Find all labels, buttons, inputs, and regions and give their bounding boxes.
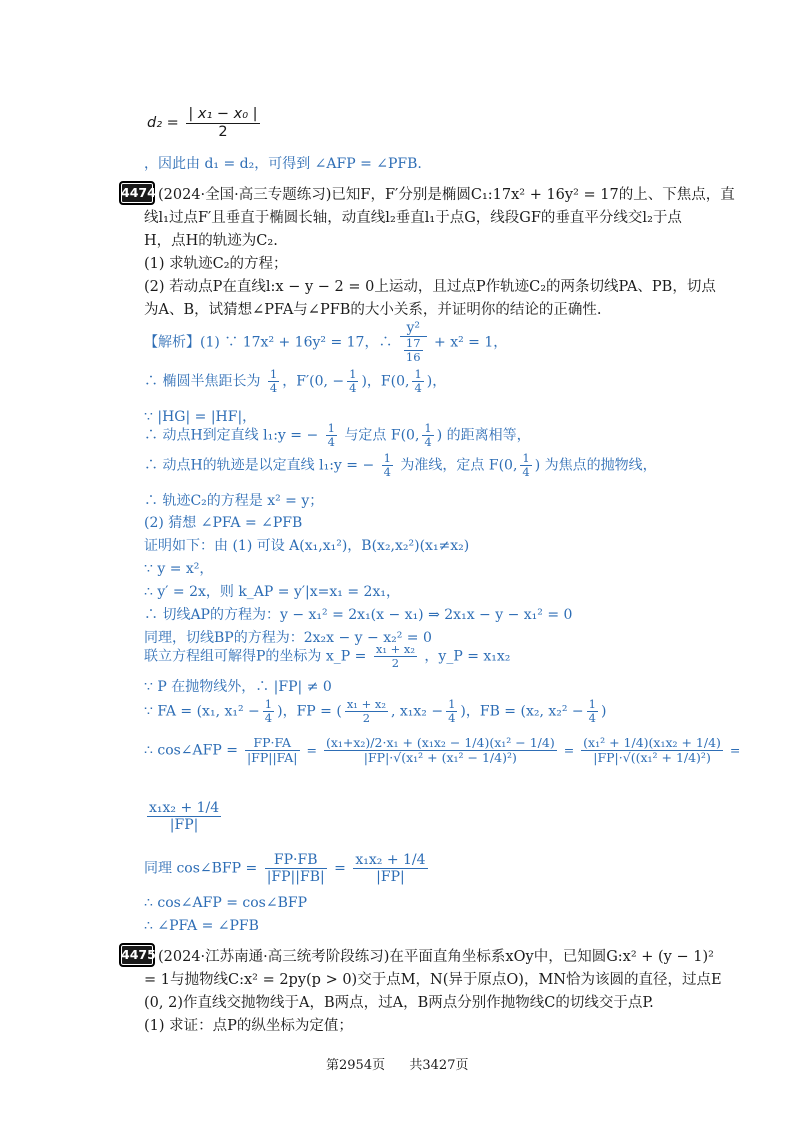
problem-4474-q2a: (2) 若动点P在直线l:x − y − 2 = 0上运动，且过点P作轨迹C₂的两条切线PA、PB，切点 <box>144 279 716 295</box>
solution-step-16: ∴ cos∠AFP = $\frac{FP\cdot FA}{|FP||FA|}$ = $\frac{\text{(x₁+x₂)/2·x₁ + (x₁x₂ − 1/4)(x₁² − 1/4)}}{\text{|FP|·√(x₁² + (x₁² − 1/4)²)}}$ = $\frac{\text{(x₁² + 1/4)(x₁x₂ + 1/4)}}{\text{|FP|·√((x₁² + 1/4)²)}}$ = <box>144 735 741 766</box>
solution-step-13: 联立方程组可解得P的坐标为 x_P = $\frac{\text{x₁ + x₂}}{2}$ ，y_P = x₁x₂ <box>144 642 511 671</box>
solution-step-1: 【解析】(1) ∵ 17x² + 16y² = 17，∴ y² 17 16 + x² = 1， <box>144 320 508 365</box>
solution-step-15: ∵ FA = (x₁, x₁² − $\frac{1}{4}$ )，FP = ( $\frac{\text{x₁ + x₂}}{2}$ , x₁x₂ − $\frac{1}{4}$ )，FB = (x₂, x₂² − $\frac{1}{4}$ ) <box>144 697 607 726</box>
problem-badge-4475: 4475 <box>119 943 155 967</box>
d2-formula <box>147 106 263 140</box>
solution-step-10: ∴ y′ = 2x，则 k_AP = y′|x=x₁ = 2x₁， <box>144 584 400 600</box>
solution-step-9: ∵ y = x²， <box>144 561 214 577</box>
total-pages: 共3427页 <box>409 1058 469 1073</box>
solution-step-11: ∴ 切线AP的方程为：y − x₁² = 2x₁(x − x₁) ⇒ 2x₁x − y − x₁² = 0 <box>144 607 573 623</box>
solution-step-8: 证明如下：由 (1) 可设 A(x₁,x₁²)，B(x₂,x₂²)(x₁≠x₂) <box>144 538 470 554</box>
solution-step-14: ∵ P 在抛物线外，∴ |FP| ≠ 0 <box>144 679 332 695</box>
problem-4474-line3: H，点H的轨迹为C₂. <box>144 233 278 249</box>
page-footer <box>326 1054 468 1073</box>
solution-step-2: ∴ 椭圆半焦距长为 $\frac{1}{4}$ ，F′(0, − $\frac{1}{4}$ )，F(0, $\frac{1}{4}$ )， <box>144 367 447 396</box>
problem-4475-q1: (1) 求证：点P的纵坐标为定值； <box>144 1018 353 1034</box>
solution-tag: 【解析】 <box>144 334 200 351</box>
problem-4474-line1: (2024·全国·高三专题练习)已知F，F′分别是椭圆C₁:17x² + 16y² = 17的上、下焦点，直 <box>158 187 735 203</box>
d2-denominator: 2 <box>218 123 228 140</box>
problem-4474-line2: 线l₁过点F′且垂直于椭圆长轴，动直线l₂垂直l₁于点G，线段GF的垂直平分线交l₂于点 <box>144 210 682 226</box>
solution-step-17: $\frac{\text{x₁x₂ + 1/4}}{|FP|}$ <box>149 800 220 834</box>
solution-step-18: 同理 cos∠BFP = $\frac{FP\cdot FB}{|FP||FB|}$ = $\frac{\text{x₁x₂ + 1/4}}{|FP|}$ <box>144 852 426 886</box>
solution-step-7: (2) 猜想 ∠PFA = ∠PFB <box>144 515 303 531</box>
page-number: 第2954页 <box>326 1058 386 1073</box>
problem-4474-q2b: 为A、B，试猜想∠PFA与∠PFB的大小关系，并证明你的结论的正确性. <box>144 302 602 318</box>
problem-4475-line2: = 1与抛物线C:x² = 2py(p > 0)交于点M，N(异于原点O)，MN恰为该圆的直径，过点E <box>144 972 722 988</box>
continuation-conclusion: ，因此由 d₁ = d₂，可得到 ∠AFP = ∠PFB. <box>144 156 422 172</box>
problem-badge-4474: 4474 <box>119 181 155 205</box>
d2-lhs: d₂ = <box>147 115 179 132</box>
solution-step-5: ∴ 动点H的轨迹是以定直线 l₁:y = − $\frac{1}{4}$ 为准线，定点 F(0, $\frac{1}{4}$ ) 为焦点的抛物线， <box>144 451 657 480</box>
solution-step-6: ∴ 轨迹C₂的方程是 x² = y； <box>144 493 324 509</box>
solution-step-20: ∴ ∠PFA = ∠PFB <box>144 918 259 934</box>
solution-step-12: 同理，切线BP的方程为：2x₂x − y − x₂² = 0 <box>144 630 432 646</box>
solution-step-19: ∴ cos∠AFP = cos∠BFP <box>144 895 308 911</box>
d2-numerator: | x₁ − x₀ | <box>188 106 258 122</box>
problem-4475-line3: (0, 2)作直线交抛物线于A，B两点，过A，B两点分别作抛物线C的切线交于点P. <box>144 995 654 1011</box>
problem-4474-q1: (1) 求轨迹C₂的方程； <box>144 256 288 272</box>
problem-4475-line1: (2024·江苏南通·高三统考阶段练习)在平面直角坐标系xOy中，已知圆G:x² + (y − 1)² <box>158 949 714 965</box>
solution-step-4: ∴ 动点H到定直线 l₁:y = − $\frac{1}{4}$ 与定点 F(0, $\frac{1}{4}$ ) 的距离相等， <box>144 421 531 450</box>
solution-step-3: ∵ |HG| = |HF|， <box>144 409 257 425</box>
